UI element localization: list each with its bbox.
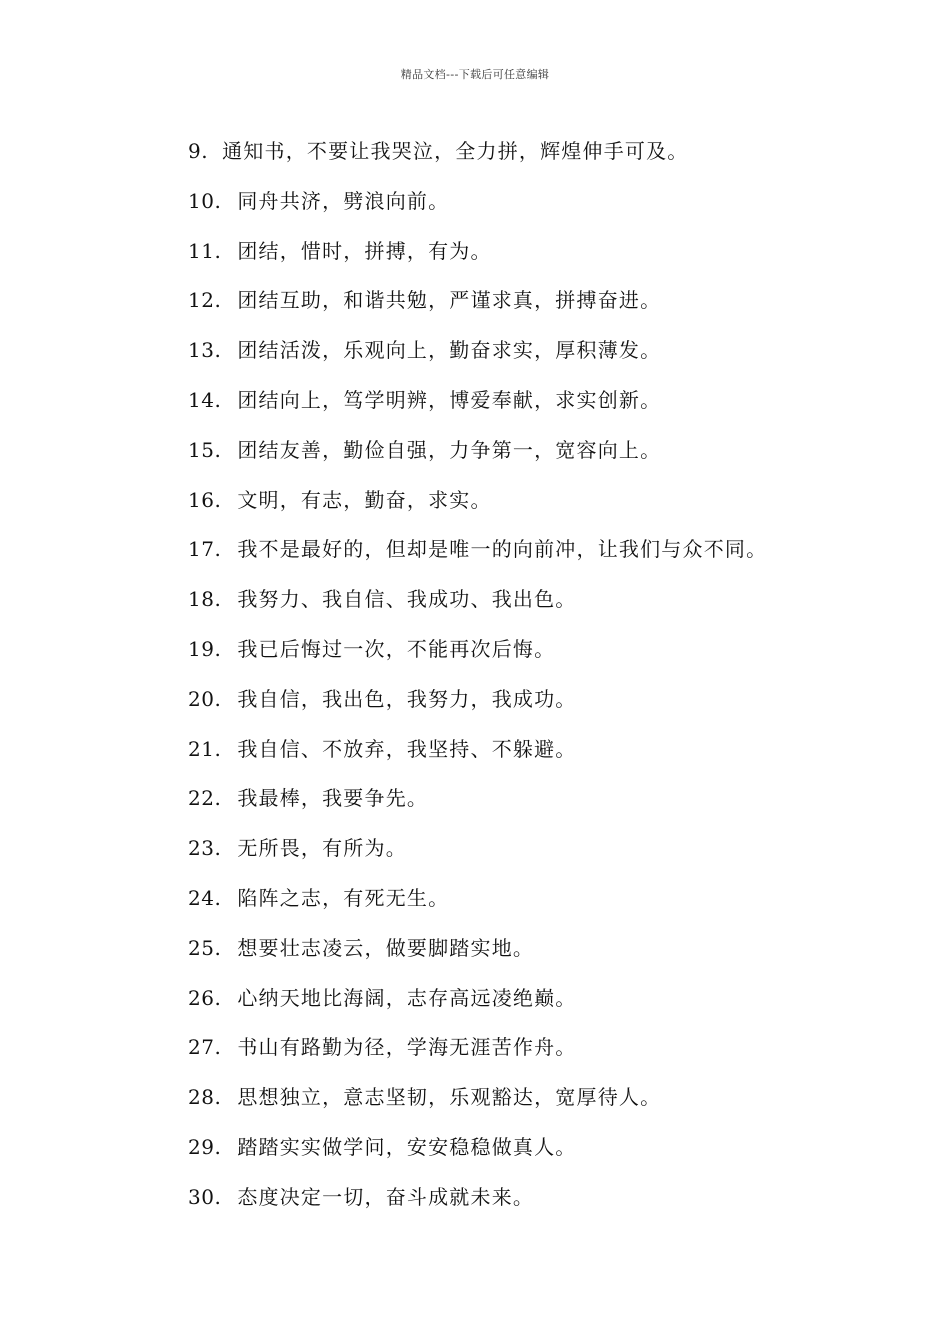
list-item (188, 186, 888, 236)
list-item (188, 1082, 888, 1132)
item-text: 团结向上，笃学明辨，博爱奉献，求实创新。 (237, 387, 662, 412)
item-number: 15. (188, 437, 222, 462)
item-number: 26. (188, 985, 222, 1010)
list-item (188, 584, 888, 634)
item-number: 22. (188, 786, 222, 811)
list-item (188, 983, 888, 1033)
list-item (188, 933, 888, 983)
list-item (188, 1182, 888, 1232)
item-text: 心纳天地比海阔，志存高远凌绝巅。 (237, 985, 577, 1010)
item-number: 11. (188, 238, 222, 263)
list-item (188, 385, 888, 435)
item-number: 29. (188, 1134, 222, 1159)
item-text: 我最棒，我要争先。 (237, 786, 429, 811)
item-number: 28. (188, 1085, 222, 1110)
item-text: 思想独立，意志坚韧，乐观豁达，宽厚待人。 (237, 1085, 662, 1110)
item-text: 团结互助，和谐共勉，严谨求真，拼搏奋进。 (237, 288, 662, 313)
item-number: 24. (188, 885, 222, 910)
item-text: 想要壮志凌云，做要脚踏实地。 (237, 935, 535, 960)
list-item (188, 883, 888, 933)
list-item (188, 1032, 888, 1082)
item-text: 我努力、我自信、我成功、我出色。 (237, 587, 577, 612)
list-item (188, 485, 888, 535)
item-number: 14. (188, 387, 222, 412)
item-text: 团结，惜时，拼搏，有为。 (237, 238, 492, 263)
item-text: 态度决定一切，奋斗成就未来。 (237, 1184, 535, 1209)
item-number: 25. (188, 935, 222, 960)
item-text: 团结友善，勤俭自强，力争第一，宽容向上。 (237, 437, 662, 462)
item-number: 27. (188, 1035, 222, 1060)
item-text: 同舟共济，劈浪向前。 (237, 188, 450, 213)
item-text: 踏踏实实做学问，安安稳稳做真人。 (237, 1134, 577, 1159)
list-item (188, 734, 888, 784)
item-text: 无所畏，有所为。 (237, 836, 407, 861)
item-text: 我不是最好的，但却是唯一的向前冲，让我们与众不同。 (237, 537, 768, 562)
item-text: 通知书，不要让我哭泣，全力拼，辉煌伸手可及。 (222, 139, 689, 163)
slogan-list (188, 136, 888, 1232)
list-item (188, 236, 888, 286)
list-item (188, 534, 888, 584)
list-item (188, 833, 888, 883)
list-item (188, 435, 888, 485)
item-text: 我已后悔过一次，不能再次后悔。 (237, 636, 556, 661)
item-text: 陷阵之志，有死无生。 (237, 885, 450, 910)
item-text: 文明，有志，勤奋，求实。 (237, 487, 492, 512)
item-number: 13. (188, 338, 222, 363)
list-item (188, 783, 888, 833)
item-number: 21. (188, 736, 222, 761)
item-text: 我自信，我出色，我努力，我成功。 (237, 686, 577, 711)
item-number: 17. (188, 537, 222, 562)
item-number: 19. (188, 636, 222, 661)
list-item (188, 335, 888, 385)
item-number: 30. (188, 1184, 222, 1209)
list-item (188, 684, 888, 734)
item-number: 23. (188, 836, 222, 861)
item-number: 20. (188, 686, 222, 711)
item-number: 18. (188, 587, 222, 612)
item-text: 我自信、不放弃，我坚持、不躲避。 (237, 736, 577, 761)
item-number: 9. (188, 139, 209, 163)
list-item (188, 136, 888, 186)
list-item (188, 634, 888, 684)
item-number: 16. (188, 487, 222, 512)
list-item (188, 285, 888, 335)
page-header: 精品文档---下载后可任意编辑 (400, 68, 550, 81)
item-text: 团结活泼，乐观向上，勤奋求实，厚积薄发。 (237, 338, 662, 363)
item-number: 12. (188, 288, 222, 313)
item-number: 10. (188, 188, 222, 213)
item-text: 书山有路勤为径，学海无涯苦作舟。 (237, 1035, 577, 1060)
list-item (188, 1132, 888, 1182)
